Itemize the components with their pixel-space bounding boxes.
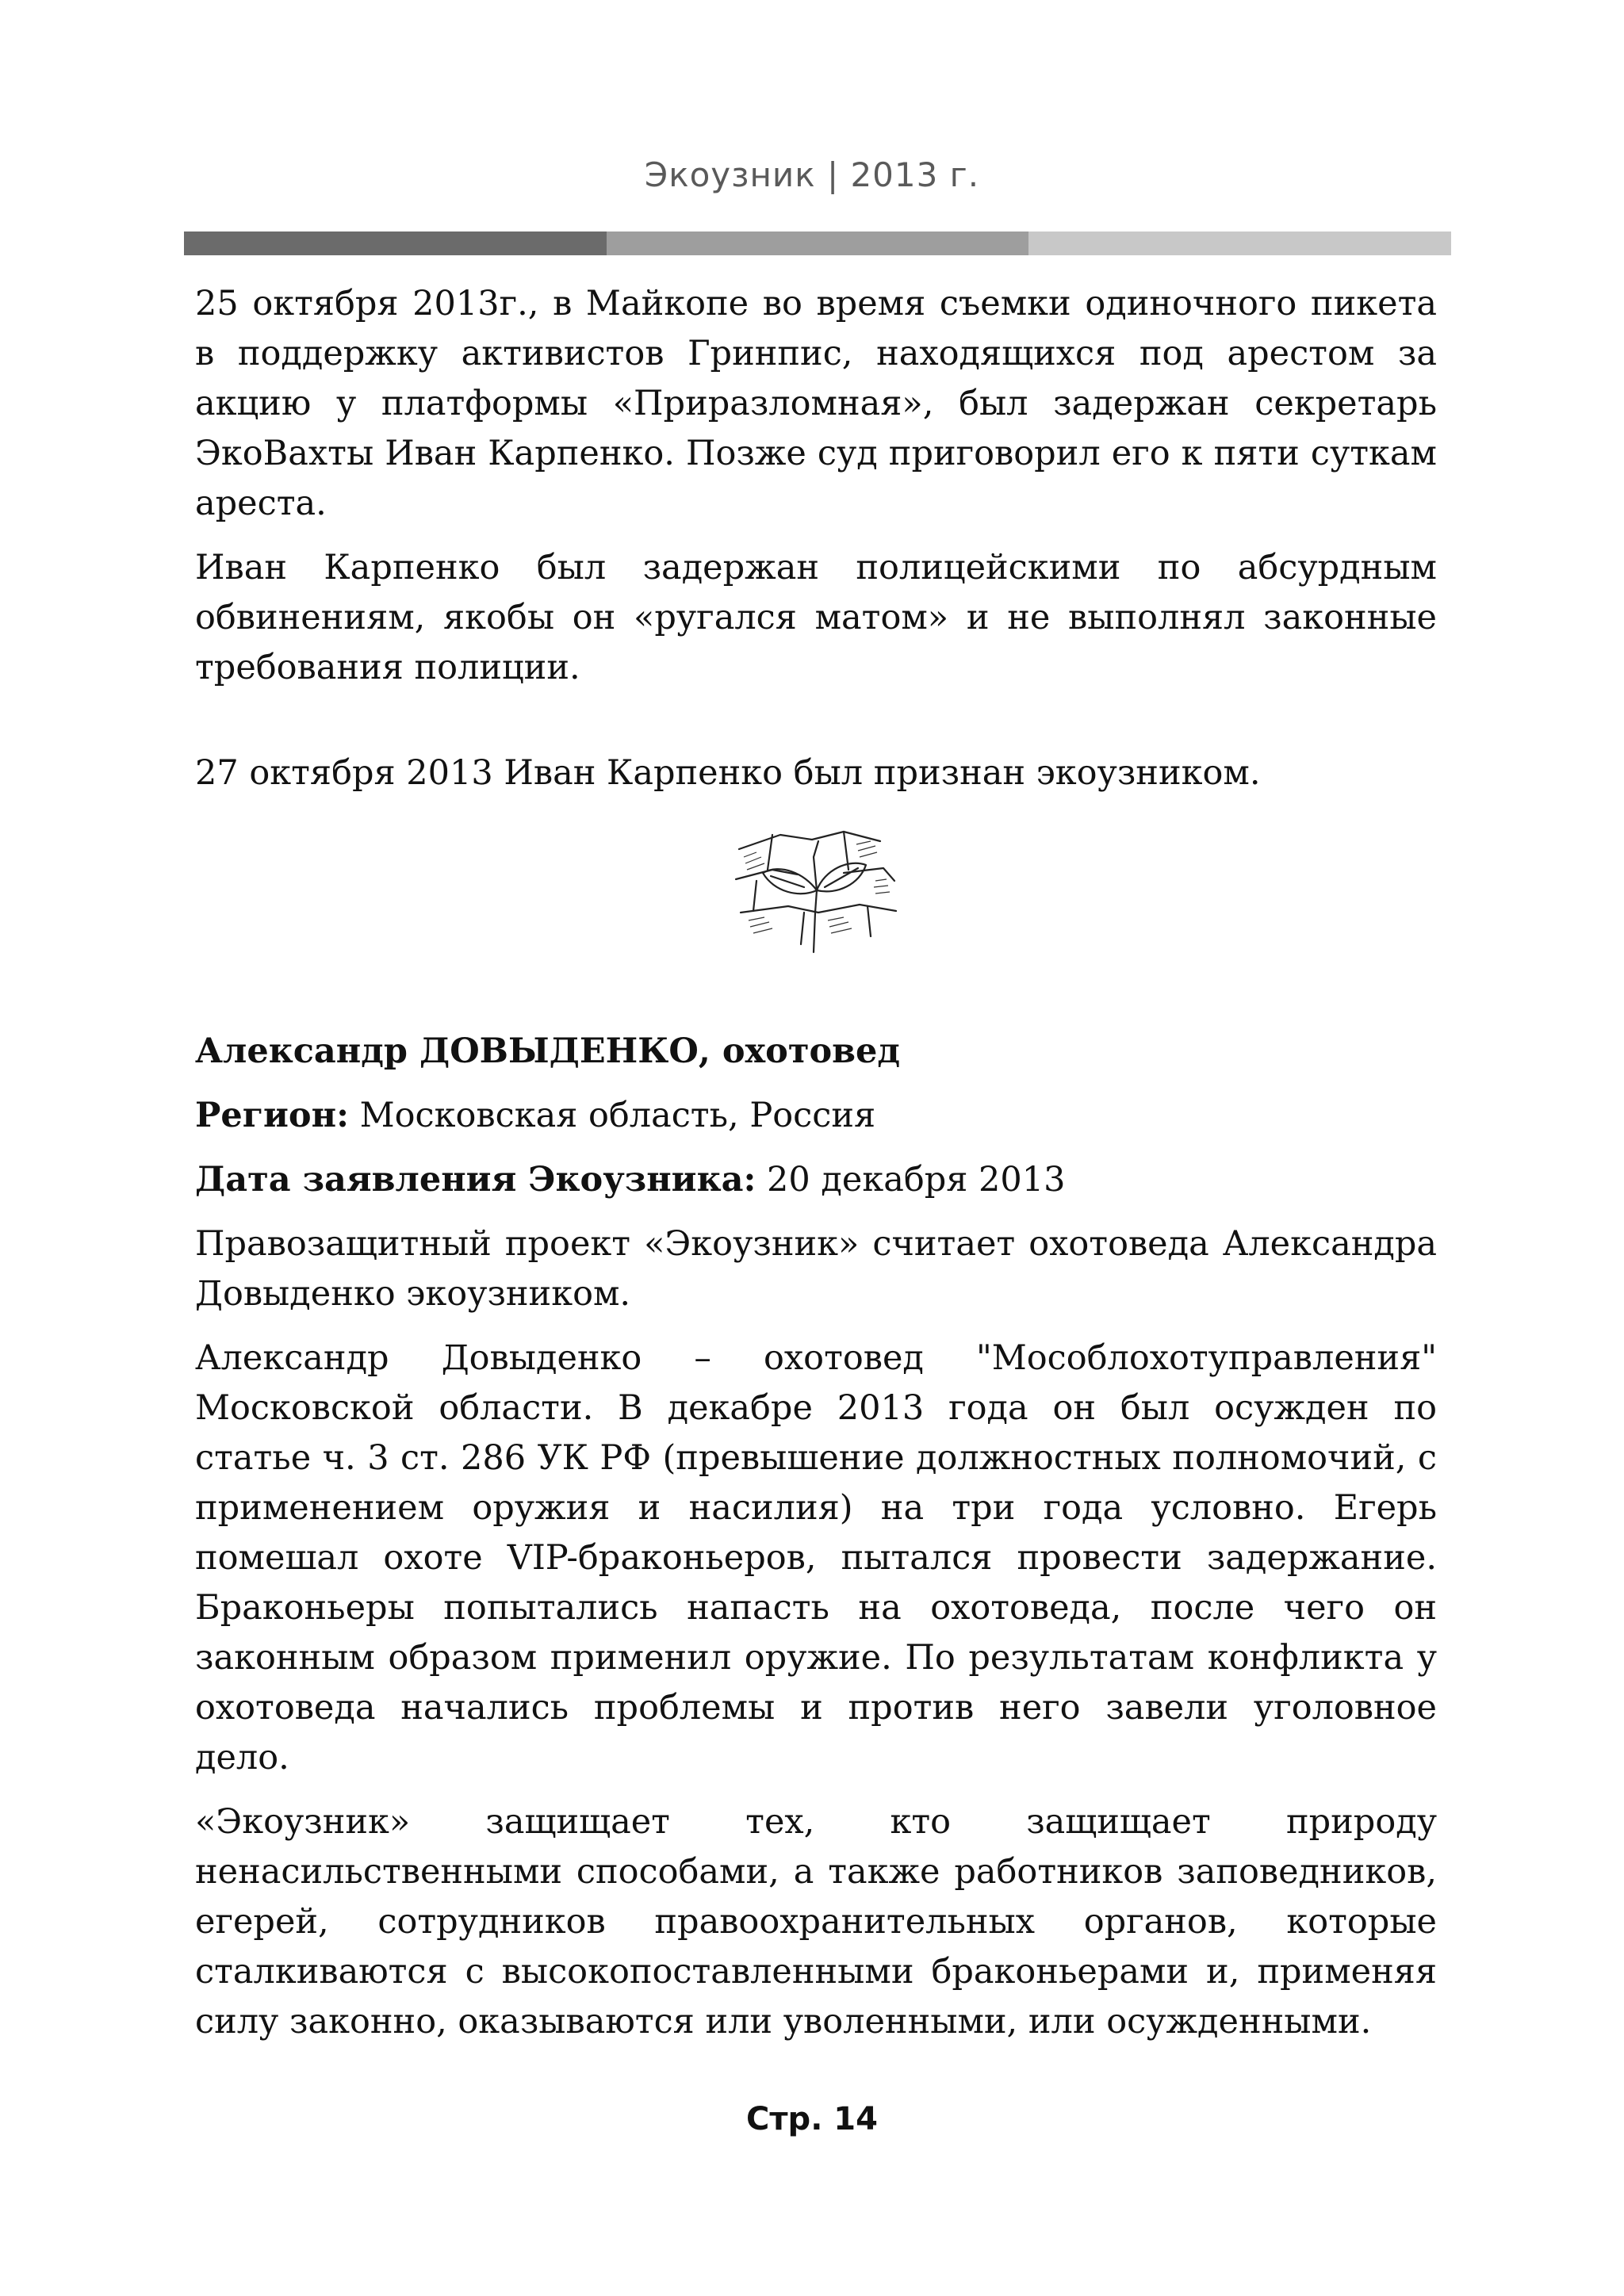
page-body [195,279,1437,2047]
region-value: Московская область, Россия [348,1096,876,1135]
paragraph-karpenko-detention: 25 октября 2013г., в Майкопе во время съемки одиночного пикета в поддержку активистов Гринпис, находящихся под арестом за акцию у платформы «Приразломная», был задержан секретарь ЭкоВахты Иван Карпенко. Позже суд приговорил его к пяти суткам ареста. [195,284,1437,523]
paragraph-karpenko-recognized: 27 октября 2013 Иван Карпенко был признан экоузником. [195,753,1261,793]
running-header: Экоузник | 2013 г. [644,155,980,194]
paragraph-ecouznik-mission: «Экоузник» защищает тех, кто защищает природу ненасильственными способами, а также работников заповедников, егерей, сотрудников правоохранительных органов, которые сталкиваются с высокопоставленными браконьерами и, применяя силу законно, оказываются или уволенными, или осужденными. [195,1802,1437,2042]
header-bar-segment-mid [607,232,1029,255]
header-bar-segment-light [1028,232,1451,255]
paragraph-project-statement: Правозащитный проект «Экоузник» считает охотоведа Александра Довыденко экоузником. [195,1224,1437,1314]
statement-date-label: Дата заявления Экоузника: [195,1160,756,1200]
region-line [195,1091,1437,1141]
region-label: Регион: [195,1096,349,1135]
paragraph-dovydenko-case: Александр Довыденко – охотовед "Мособлохотуправления" Московской области. В декабре 2013 года он был осужден по статье ч. 3 ст. 286 УК РФ (превышение должностных полномочий, с применением оружия и насилия) на три года условно. Егерь помешал охоте VIP-браконьеров, пытался провести задержание. Браконьеры попытались напасть на охотоведа, после чего он законным образом применил оружие. По результатам конфликта у охотоведа начались проблемы и против него завели уголовное дело. [195,1338,1437,1777]
header-bar-segment-dark [184,232,607,255]
paragraph-karpenko-charges: Иван Карпенко был задержан полицейскими по абсурдным обвинениям, якобы он «ругался матом» и не выполнял законные требования полиции. [195,548,1437,687]
person-name-heading: Александр ДОВЫДЕНКО, охотовед [195,1031,901,1071]
statement-date-line [195,1155,1437,1205]
header-divider-bar [184,232,1451,255]
statement-date-value: 20 декабря 2013 [756,1160,1066,1200]
sprout-in-brick-wall-icon [725,817,907,960]
page-number: Стр. 14 [746,2101,878,2137]
